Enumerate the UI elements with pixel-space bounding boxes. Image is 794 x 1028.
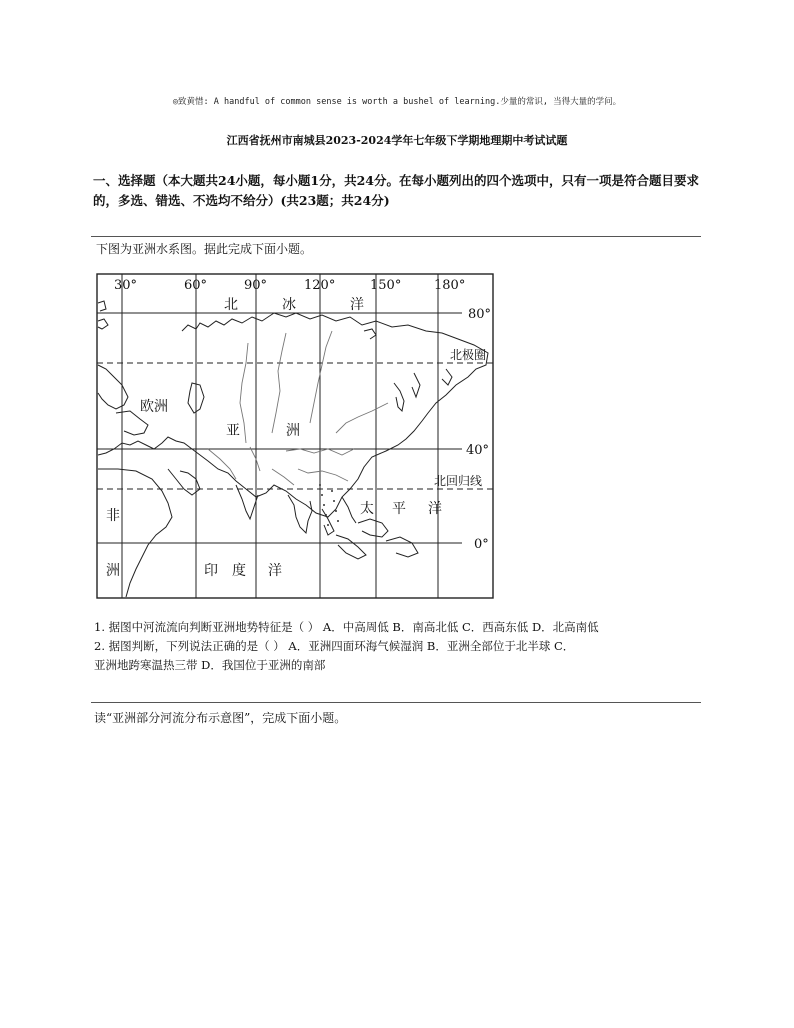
question-group-intro: 下图为亚洲水系图。据此完成下面小题。 <box>96 242 313 256</box>
lat-label-40: 40° <box>466 443 490 458</box>
pacific-label-2: 平 <box>392 501 406 517</box>
lon-label-150: 150° <box>370 278 402 293</box>
lon-label-120: 120° <box>304 278 336 293</box>
tropic-of-cancer-label: 北回归线 <box>434 474 483 488</box>
africa-label-1: 非 <box>106 508 120 524</box>
indian-ocean-label-3: 洋 <box>268 563 282 579</box>
lon-label-90: 90° <box>244 278 268 293</box>
lat-label-0: 0° <box>474 537 489 552</box>
pacific-label-1: 太 <box>360 501 374 517</box>
page-title: 江西省抚州市南城县2023-2024学年七年级下学期地理期中考试试题 <box>226 134 568 147</box>
indian-ocean-label-2: 度 <box>232 563 246 579</box>
question-2-continued: 亚洲地跨寒温热三带 D．我国位于亚洲的南部 <box>94 658 326 672</box>
lon-label-60: 60° <box>184 278 208 293</box>
asia-water-system-map <box>96 273 496 601</box>
motto-quote: ◎致黄惜: A handful of common sense is worth a bushel of learning.少量的常识, 当得大量的学问。 <box>172 97 622 107</box>
arctic-circle-label: 北极圈 <box>450 348 487 362</box>
lon-label-30: 30° <box>114 278 138 293</box>
indian-ocean-label-1: 印 <box>204 563 218 579</box>
pacific-label-3: 洋 <box>428 501 442 517</box>
divider <box>91 236 701 237</box>
question-group-intro-2: 读“亚洲部分河流分布示意图”，完成下面小题。 <box>94 711 347 725</box>
question-2: 2. 据图判断，下列说法正确的是（ ） A．亚洲四面环海气候湿润 B．亚洲全部位于北半球 C． <box>94 639 575 653</box>
asia-label-2: 洲 <box>286 423 300 439</box>
section-heading: 一、选择题（本大题共24小题，每小题1分，共24分。在每小题列出的四个选项中，只有一项是符合题目要求的，多选、错选、不选均不给分）(共23题；共24分) <box>93 173 699 208</box>
europe-label: 欧洲 <box>140 399 168 415</box>
lon-label-180: 180° <box>434 278 466 293</box>
divider <box>91 702 701 703</box>
asia-label-1: 亚 <box>226 423 240 439</box>
arctic-ocean-label-2: 冰 <box>282 297 296 313</box>
arctic-ocean-label-3: 洋 <box>350 297 364 313</box>
arctic-ocean-label-1: 北 <box>224 297 238 313</box>
lat-label-80: 80° <box>468 307 492 322</box>
question-1: 1. 据图中河流流向判断亚洲地势特征是（ ） A．中高周低 B．南高北低 C．西高东低 D．北高南低 <box>94 620 599 634</box>
africa-label-2: 洲 <box>106 563 120 579</box>
